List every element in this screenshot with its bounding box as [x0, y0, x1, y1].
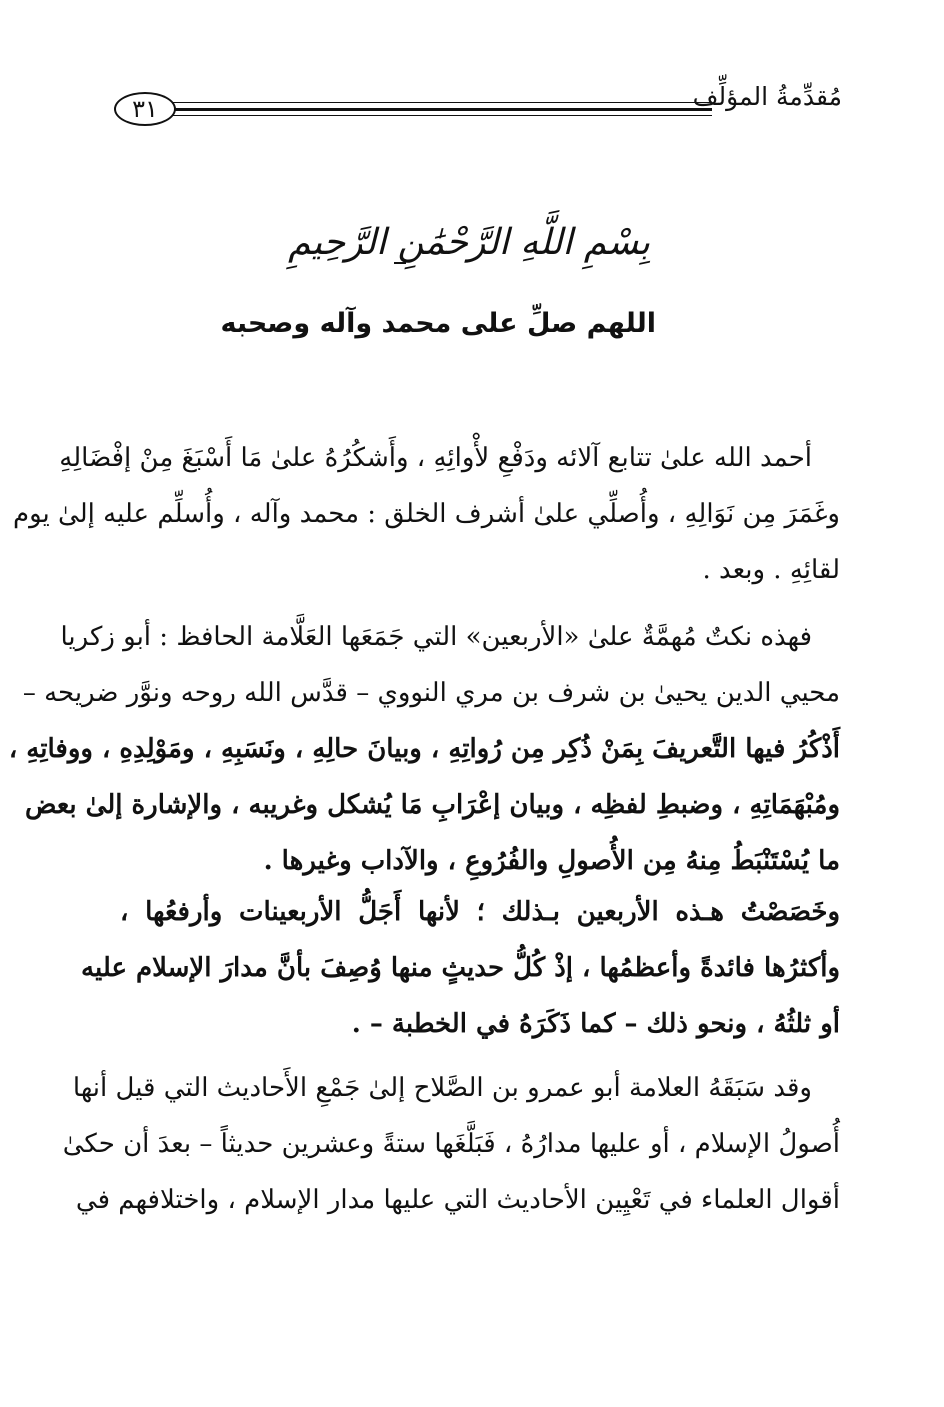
paragraph-line: وأكثرُها فائدةً وأعظمُها ، إذْ كُلُّ حديثٍ منها وُصِفَ بأنَّ مدارَ الإسلام عليه: [81, 953, 840, 983]
paragraph-1: [13, 430, 840, 598]
paragraph-line: وخَصَصْتُ هـذه الأربعين بـذلك ؛ لأنها أَجَلُّ الأربعينات وأرفعُها ،: [120, 897, 840, 927]
paragraph-line: ومُبْهَمَاتِهِ ، وضبطِ لفظِه ، وبيان إعْرَابِ مَا يُشكل وغريبه ، والإشارة إلىٰ بعض: [24, 790, 840, 820]
paragraph-line: أُصولُ الإسلام ، أو عليها مدارُهُ ، فَبَلَّغَها ستةً وعشرين حديثاً – بعدَ أن حكىٰ: [62, 1129, 840, 1159]
paragraph-line: وغَمَرَ مِن نَوَالِهِ ، وأُصلِّي علىٰ أشرف الخلق : محمد وآله ، وأُسلِّم عليه إلىٰ يوم: [13, 499, 840, 529]
paragraph-3: [81, 884, 840, 1052]
paragraph-2: [8, 609, 840, 889]
basmala-text: بِسْمِ اللَّهِ الرَّحْمَٰنِ الرَّحِيمِ: [288, 222, 650, 263]
paragraph-4: [62, 1060, 840, 1228]
paragraph-line: وقد سَبَقَهُ العلامة أبو عمرو بن الصَّلاح إلىٰ جَمْعِ الأَحاديث التي قيل أنها: [72, 1073, 812, 1103]
paragraph-line: محيي الدين يحيىٰ بن شرف بن مري النووي – قدَّس الله روحه ونوَّر ضريحه –: [22, 678, 840, 708]
paragraph-line: لقائِهِ . وبعد .: [702, 555, 840, 585]
header-rule-bottom: [172, 115, 712, 116]
page-header: [110, 82, 842, 132]
paragraph-line: أَذْكُرُ فيها التَّعريفَ بِمَنْ ذُكِر مِن رُواتِهِ ، وبيانَ حالِهِ ، ونَسَبِهِ ، ومَوْلِدِهِ ، ووفاتِهِ ،: [8, 734, 840, 764]
paragraph-line: ما يُسْتَنْبَطُ مِنهُ مِن الأُصولِ والفُرُوعِ ، والآداب وغيرها .: [263, 846, 840, 876]
header-rule-middle: [172, 108, 712, 111]
paragraph-line: أحمد الله علىٰ تتابع آلائه ودَفْعِ لأْوائِهِ ، وأَشكُرُهُ علىٰ مَا أَسْبَغَ مِنْ إفْضَالِهِ: [59, 443, 812, 473]
paragraph-line: أو ثلثُهُ ، ونحو ذلك – كما ذَكَرَهُ في الخطبة – .: [351, 1009, 840, 1039]
page-number-badge: ٣١: [114, 92, 176, 126]
paragraph-line: أقوال العلماء في تَعْيِين الأحاديث التي عليها مدار الإسلام ، واختلافهم في: [75, 1185, 840, 1215]
header-rule-top: [172, 102, 712, 103]
salawat-line: اللهم صلِّ على محمد وآله وصحبه: [220, 308, 656, 339]
basmala-calligraphy: [290, 218, 650, 280]
running-header-title: مُقدِّمةُ المؤلِّف: [692, 82, 842, 111]
paragraph-line: فهذه نكتٌ مُهمَّةٌ علىٰ «الأربعين» التي جَمَعَها العَلَّامة الحافظ : أبو زكريا: [60, 622, 812, 652]
